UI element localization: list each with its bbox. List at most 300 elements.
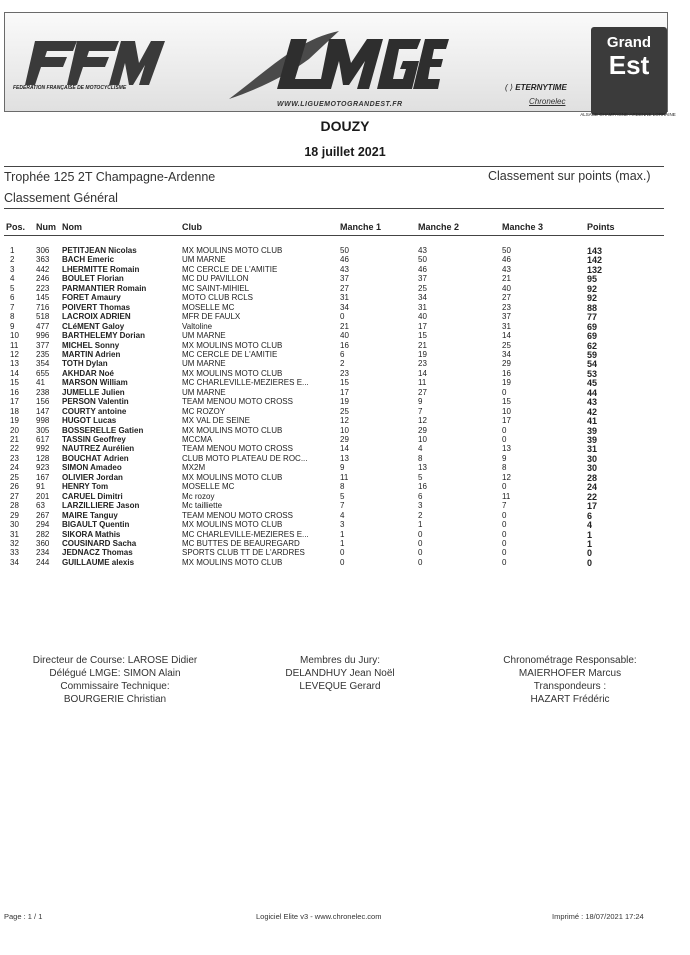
cell-pos: 7 — [10, 302, 15, 312]
cell-m1: 0 — [340, 557, 345, 567]
cell-m1: 11 — [340, 472, 349, 482]
officials-right — [460, 654, 680, 706]
cell-nom: MAIRE Tanguy — [62, 510, 118, 520]
cell-nom: CARUEL Dimitri — [62, 491, 123, 501]
cell-pts: 39 — [587, 435, 598, 445]
cell-club: MOTO CLUB RCLS — [182, 293, 253, 303]
cell-pos: 19 — [10, 416, 19, 426]
cell-pts: 69 — [587, 321, 598, 332]
cell-m2: 0 — [418, 548, 423, 558]
cell-m1: 2 — [340, 359, 345, 369]
cell-num: 306 — [36, 246, 50, 255]
cell-pts: 22 — [587, 491, 598, 502]
cell-m2: 13 — [418, 463, 427, 473]
cell-pts: 44 — [587, 387, 598, 398]
cell-nom: PERSON Valentin — [62, 397, 129, 407]
cell-m1: 5 — [340, 491, 345, 501]
cell-m1: 43 — [340, 264, 349, 274]
cell-m3: 15 — [502, 397, 511, 407]
cell-pts: 142 — [587, 255, 603, 266]
cell-pts: 54 — [587, 359, 598, 370]
cell-m2: 37 — [418, 274, 427, 284]
cell-num: 238 — [36, 387, 50, 397]
cell-club: MX MOULINS MOTO CLUB — [182, 368, 283, 378]
cell-pts: 43 — [587, 397, 598, 408]
cell-pos: 4 — [10, 274, 15, 284]
cell-club: CLUB MOTO PLATEAU DE ROC... — [182, 453, 308, 463]
cell-pos: 5 — [10, 283, 15, 293]
cell-num: 377 — [36, 340, 50, 350]
cell-m2: 15 — [418, 331, 427, 341]
cell-club: MC BUTTES DE BEAUREGARD — [182, 538, 300, 548]
col-header-manche3: Manche 3 — [502, 222, 544, 232]
cell-num: 147 — [36, 406, 50, 416]
cell-m1: 15 — [340, 378, 349, 388]
cell-m3: 13 — [502, 444, 511, 454]
cell-m3: 21 — [502, 274, 511, 284]
cell-pos: 11 — [10, 340, 19, 350]
cell-nom: PARMANTIER Romain — [62, 283, 147, 293]
cell-num: 282 — [36, 529, 50, 539]
cell-m2: 25 — [418, 283, 427, 293]
cell-club: MC DU PAVILLON — [182, 274, 249, 284]
timing-label: Chronométrage Responsable: — [503, 655, 637, 666]
col-header-num: Num — [36, 222, 56, 232]
cell-m3: 12 — [502, 472, 511, 482]
cell-club: MX MOULINS MOTO CLUB — [182, 340, 283, 350]
table-row — [0, 558, 690, 568]
cell-num: 234 — [36, 548, 50, 558]
cell-m3: 0 — [502, 510, 507, 520]
cell-m1: 0 — [340, 312, 345, 322]
cell-num: 294 — [36, 520, 50, 530]
cell-m1: 29 — [340, 435, 349, 444]
cell-m2: 43 — [418, 246, 427, 255]
cell-pos: 29 — [10, 510, 19, 520]
cell-pos: 34 — [10, 557, 19, 567]
cell-pos: 15 — [10, 378, 19, 388]
cell-nom: TASSIN Geoffrey — [62, 435, 126, 444]
cell-nom: BIGAULT Quentin — [62, 520, 130, 530]
cell-num: 244 — [36, 557, 50, 567]
cell-pts: 88 — [587, 302, 598, 313]
cell-m2: 21 — [418, 340, 427, 350]
cell-pos: 12 — [10, 349, 19, 359]
cell-m3: 34 — [502, 349, 511, 359]
cell-pos: 22 — [10, 444, 19, 454]
cell-club: MX MOULINS MOTO CLUB — [182, 520, 283, 530]
lmge-logo-icon — [229, 29, 449, 101]
cell-pos: 23 — [10, 453, 19, 463]
cell-m1: 6 — [340, 349, 345, 359]
cell-m2: 50 — [418, 255, 427, 265]
cell-m1: 37 — [340, 274, 349, 284]
cell-m3: 7 — [502, 501, 507, 511]
cell-num: 41 — [36, 378, 45, 388]
cell-m1: 19 — [340, 397, 349, 407]
cell-m2: 10 — [418, 435, 427, 444]
cell-pos: 18 — [10, 406, 19, 416]
cell-nom: BACH Emeric — [62, 255, 115, 265]
cell-nom: LARZILLIERE Jason — [62, 501, 140, 511]
cell-m1: 1 — [340, 538, 345, 548]
cell-m2: 40 — [418, 312, 427, 322]
lmge-url: WWW.LIGUEMOTOGRANDEST.FR — [277, 101, 403, 108]
grand-est-logo — [580, 27, 676, 117]
cell-pts: 45 — [587, 378, 598, 389]
cell-pos: 24 — [10, 463, 19, 473]
cell-m3: 14 — [502, 331, 511, 341]
eternytime-text: ETERNYTIME — [515, 83, 567, 92]
cell-club: UM MARNE — [182, 359, 226, 369]
jury-member-2: LEVEQUE Gerard — [299, 681, 381, 692]
cell-m1: 9 — [340, 463, 345, 473]
cell-pos: 21 — [10, 435, 19, 444]
jury-member-1: DELANDHUY Jean Noël — [285, 668, 395, 679]
cell-pts: 69 — [587, 331, 598, 342]
cell-club: MC CHARLEVILLE-MEZIERES E... — [182, 378, 309, 388]
cell-num: 716 — [36, 302, 50, 312]
cell-pos: 28 — [10, 501, 19, 511]
cell-pts: 17 — [587, 501, 598, 512]
cell-nom: BARTHELEMY Dorian — [62, 331, 145, 341]
cell-m3: 19 — [502, 378, 511, 388]
cell-pos: 13 — [10, 359, 19, 369]
cell-nom: JEDNACZ Thomas — [62, 548, 133, 558]
cell-club: MX VAL DE SEINE — [182, 416, 251, 426]
cell-pts: 28 — [587, 472, 598, 483]
cell-club: Mc rozoy — [182, 491, 215, 501]
cell-pts: 132 — [587, 264, 603, 275]
cell-club: MCCMA — [182, 435, 213, 444]
cell-m1: 7 — [340, 501, 345, 511]
cell-pos: 27 — [10, 491, 19, 501]
cell-num: 201 — [36, 491, 50, 501]
cell-m2: 0 — [418, 538, 423, 548]
cell-nom: POIVERT Thomas — [62, 302, 131, 312]
cell-m1: 23 — [340, 368, 349, 378]
cell-m3: 8 — [502, 463, 507, 473]
col-header-manche1: Manche 1 — [340, 222, 382, 232]
tech-commissioner-name: BOURGERIE Christian — [63, 694, 167, 705]
cell-m3: 0 — [502, 435, 507, 444]
cell-pts: 42 — [587, 406, 598, 417]
cell-m2: 7 — [418, 406, 423, 416]
cell-nom: AKHDAR Noé — [62, 368, 114, 378]
cell-num: 442 — [36, 264, 50, 274]
classement-title: Classement Général — [4, 191, 118, 205]
cell-m2: 4 — [418, 444, 423, 454]
grand-est-line2: Est — [608, 50, 650, 80]
cell-m3: 43 — [502, 264, 511, 274]
officials-left — [10, 654, 220, 706]
cell-nom: MARSON William — [62, 378, 128, 388]
col-header-manche2: Manche 2 — [418, 222, 460, 232]
grand-est-regions: ALSACE CHAMPAGNE-ARDENNE LORRAINE — [580, 112, 676, 117]
transponder-name: HAZART Frédéric — [530, 694, 610, 705]
cell-m3: 0 — [502, 387, 507, 397]
cell-pos: 6 — [10, 293, 15, 303]
cell-nom: SIMON Amadeo — [62, 463, 122, 473]
cell-m3: 9 — [502, 453, 507, 463]
cell-m1: 27 — [340, 283, 349, 293]
cell-pts: 1 — [587, 538, 593, 549]
cell-club: MOSELLE MC — [182, 302, 235, 312]
cell-club: MC CHARLEVILLE-MEZIERES E... — [182, 529, 309, 539]
cell-m1: 1 — [340, 529, 345, 539]
cell-num: 63 — [36, 501, 45, 511]
cell-m2: 3 — [418, 501, 423, 511]
col-header-nom: Nom — [62, 222, 82, 232]
print-date: Imprimé : 18/07/2021 17:24 — [552, 912, 644, 921]
cell-num: 923 — [36, 463, 50, 473]
cell-m1: 46 — [340, 255, 349, 265]
cell-num: 998 — [36, 416, 50, 426]
cell-nom: COURTY antoine — [62, 406, 127, 416]
cell-pts: 4 — [587, 520, 593, 531]
delegate-line: Délégué LMGE: SIMON Alain — [49, 668, 181, 679]
cell-club: MOSELLE MC — [182, 482, 235, 492]
cell-m3: 37 — [502, 312, 511, 322]
cell-m1: 14 — [340, 444, 349, 454]
cell-nom: JUMELLE Julien — [62, 387, 125, 397]
cell-club: MC ROZOY — [182, 406, 226, 416]
cell-pos: 14 — [10, 368, 19, 378]
cell-club: TEAM MENOU MOTO CROSS — [182, 444, 293, 454]
cell-num: 267 — [36, 510, 50, 520]
transponder-label: Transpondeurs : — [533, 681, 607, 692]
eternytime-icon: ( ⟩ — [505, 83, 516, 92]
cell-m2: 29 — [418, 425, 427, 435]
cell-club: UM MARNE — [182, 331, 226, 341]
cell-m2: 23 — [418, 359, 427, 369]
cell-num: 235 — [36, 349, 50, 359]
cell-m3: 29 — [502, 359, 511, 369]
cell-m2: 31 — [418, 302, 427, 312]
cell-m3: 16 — [502, 368, 511, 378]
cell-nom: LHERMITTE Romain — [62, 264, 140, 274]
cell-m3: 0 — [502, 425, 507, 435]
event-title: DOUZY — [320, 118, 370, 134]
cell-pts: 0 — [587, 557, 593, 568]
cell-nom: GUILLAUME alexis — [62, 557, 135, 567]
cell-num: 246 — [36, 274, 50, 284]
cell-m1: 50 — [340, 246, 349, 255]
cell-m2: 46 — [418, 264, 427, 274]
cell-pos: 16 — [10, 387, 19, 397]
cell-m1: 12 — [340, 416, 349, 426]
divider — [4, 235, 664, 236]
cell-pos: 30 — [10, 520, 19, 530]
cell-m3: 10 — [502, 406, 511, 416]
cell-m3: 40 — [502, 283, 511, 293]
cell-club: MC CERCLE DE L'AMITIE — [182, 264, 278, 274]
cell-m3: 17 — [502, 416, 511, 426]
cell-pts: 92 — [587, 283, 598, 294]
cell-m3: 46 — [502, 255, 511, 265]
cell-club: Mc tailliette — [182, 501, 223, 511]
cell-club: MX MOULINS MOTO CLUB — [182, 246, 283, 255]
header-banner — [4, 12, 676, 117]
cell-pts: 59 — [587, 349, 598, 360]
cell-pos: 26 — [10, 482, 19, 492]
cell-pos: 31 — [10, 529, 19, 539]
cell-pts: 143 — [587, 246, 603, 256]
cell-club: Valtoline — [182, 321, 213, 331]
cell-pos: 2 — [10, 255, 15, 265]
cell-num: 354 — [36, 359, 50, 369]
cell-club: TEAM MENOU MOTO CROSS — [182, 397, 293, 407]
cell-pos: 8 — [10, 312, 15, 322]
cell-m1: 25 — [340, 406, 349, 416]
chronelec-logo: Chronelec — [529, 97, 566, 106]
col-header-pos: Pos. — [6, 222, 26, 232]
cell-nom: PETITJEAN Nicolas — [62, 246, 137, 255]
cell-m3: 0 — [502, 538, 507, 548]
cell-nom: BOSSERELLE Gatien — [62, 425, 144, 435]
grand-est-line1: Grand — [606, 34, 652, 51]
cell-pts: 6 — [587, 510, 593, 521]
cell-num: 128 — [36, 453, 50, 463]
cell-m1: 34 — [340, 302, 349, 312]
cell-pos: 10 — [10, 331, 19, 341]
cell-m3: 0 — [502, 557, 507, 567]
cell-m2: 34 — [418, 293, 427, 303]
cell-num: 305 — [36, 425, 50, 435]
cell-m1: 3 — [340, 520, 345, 530]
cell-num: 477 — [36, 321, 50, 331]
page-number: Page : 1 / 1 — [4, 912, 43, 921]
cell-nom: NAUTREZ Aurélien — [62, 444, 135, 454]
cell-m2: 27 — [418, 387, 427, 397]
divider — [4, 208, 664, 209]
cell-num: 992 — [36, 444, 50, 454]
cell-m2: 12 — [418, 416, 427, 426]
cell-club: MC SAINT-MIHIEL — [182, 283, 250, 293]
cell-m1: 31 — [340, 293, 349, 303]
cell-m1: 16 — [340, 340, 349, 350]
cell-m1: 17 — [340, 387, 349, 397]
classement-mode: Classement sur points (max.) — [488, 169, 651, 183]
cell-club: MC CERCLE DE L'AMITIE — [182, 349, 278, 359]
cell-pos: 32 — [10, 538, 19, 548]
cell-pos: 1 — [10, 246, 15, 255]
cell-pts: 24 — [587, 482, 598, 493]
timing-name: MAIERHOFER Marcus — [518, 668, 622, 679]
cell-m2: 19 — [418, 349, 427, 359]
cell-m2: 2 — [418, 510, 423, 520]
tech-commissioner-label: Commissaire Technique: — [60, 681, 170, 692]
cell-m2: 8 — [418, 453, 423, 463]
cell-pos: 20 — [10, 425, 19, 435]
cell-club: MX MOULINS MOTO CLUB — [182, 425, 283, 435]
cell-m2: 9 — [418, 397, 423, 407]
cell-club: MX MOULINS MOTO CLUB — [182, 472, 283, 482]
cell-m2: 0 — [418, 529, 423, 539]
cell-pts: 1 — [587, 529, 593, 540]
cell-num: 996 — [36, 331, 50, 341]
cell-nom: SIKORA Mathis — [62, 529, 121, 539]
cell-m3: 50 — [502, 246, 511, 255]
col-header-points: Points — [587, 222, 615, 232]
cell-m3: 25 — [502, 340, 511, 350]
divider — [4, 166, 664, 167]
ffm-logo-icon — [25, 41, 165, 85]
cell-m1: 4 — [340, 510, 345, 520]
cell-nom: MARTIN Adrien — [62, 349, 121, 359]
cell-m1: 8 — [340, 482, 345, 492]
cell-pts: 31 — [587, 444, 598, 455]
cell-nom: CLéMENT Galoy — [62, 321, 125, 331]
cell-m1: 0 — [340, 548, 345, 558]
cell-nom: HUGOT Lucas — [62, 416, 117, 426]
cell-club: SPORTS CLUB TT DE L'ARDRES — [182, 548, 305, 558]
cell-m3: 31 — [502, 321, 511, 331]
cell-num: 617 — [36, 435, 50, 444]
cell-m2: 11 — [418, 378, 427, 388]
cell-num: 223 — [36, 283, 50, 293]
director-line: Directeur de Course: LAROSE Didier — [32, 655, 198, 666]
cell-m1: 10 — [340, 425, 349, 435]
cell-num: 167 — [36, 472, 50, 482]
cell-num: 363 — [36, 255, 50, 265]
cell-nom: COUSINARD Sacha — [62, 538, 137, 548]
cell-nom: MICHEL Sonny — [62, 340, 120, 350]
cell-m3: 0 — [502, 548, 507, 558]
cell-m2: 1 — [418, 520, 423, 530]
col-header-club: Club — [182, 222, 202, 232]
cell-pts: 95 — [587, 274, 598, 285]
software-credit: Logiciel Elite v3 - www.chronelec.com — [256, 912, 382, 921]
cell-club: MX2M — [182, 463, 206, 473]
cell-num: 145 — [36, 293, 50, 303]
cell-num: 518 — [36, 312, 50, 322]
cell-m3: 0 — [502, 520, 507, 530]
cell-m2: 6 — [418, 491, 423, 501]
cell-nom: OLIVIER Jordan — [62, 472, 123, 482]
cell-num: 655 — [36, 368, 50, 378]
cell-num: 156 — [36, 397, 50, 407]
cell-m2: 14 — [418, 368, 427, 378]
trophy-title: Trophée 125 2T Champagne-Ardenne — [4, 170, 216, 184]
cell-pts: 53 — [587, 368, 598, 379]
cell-pos: 9 — [10, 321, 15, 331]
eternytime-logo — [505, 83, 567, 92]
cell-pts: 39 — [587, 425, 598, 436]
cell-m2: 5 — [418, 472, 423, 482]
cell-pos: 33 — [10, 548, 19, 558]
cell-m3: 11 — [502, 491, 511, 501]
cell-m2: 0 — [418, 557, 423, 567]
cell-pts: 0 — [587, 548, 593, 559]
cell-pos: 17 — [10, 397, 19, 407]
cell-m1: 21 — [340, 321, 349, 331]
cell-m3: 23 — [502, 302, 511, 312]
cell-pts: 30 — [587, 463, 598, 474]
cell-club: MFR DE FAULX — [182, 312, 241, 322]
cell-club: MX MOULINS MOTO CLUB — [182, 557, 283, 567]
cell-pts: 77 — [587, 312, 598, 323]
cell-pts: 41 — [587, 416, 598, 427]
jury-label: Membres du Jury: — [299, 655, 381, 666]
cell-num: 91 — [36, 482, 45, 492]
cell-nom: HENRY Tom — [62, 482, 109, 492]
cell-pts: 92 — [587, 293, 598, 304]
cell-pts: 30 — [587, 453, 598, 464]
cell-nom: LACROIX ADRIEN — [62, 312, 131, 322]
cell-m1: 40 — [340, 331, 349, 341]
cell-club: UM MARNE — [182, 255, 226, 265]
